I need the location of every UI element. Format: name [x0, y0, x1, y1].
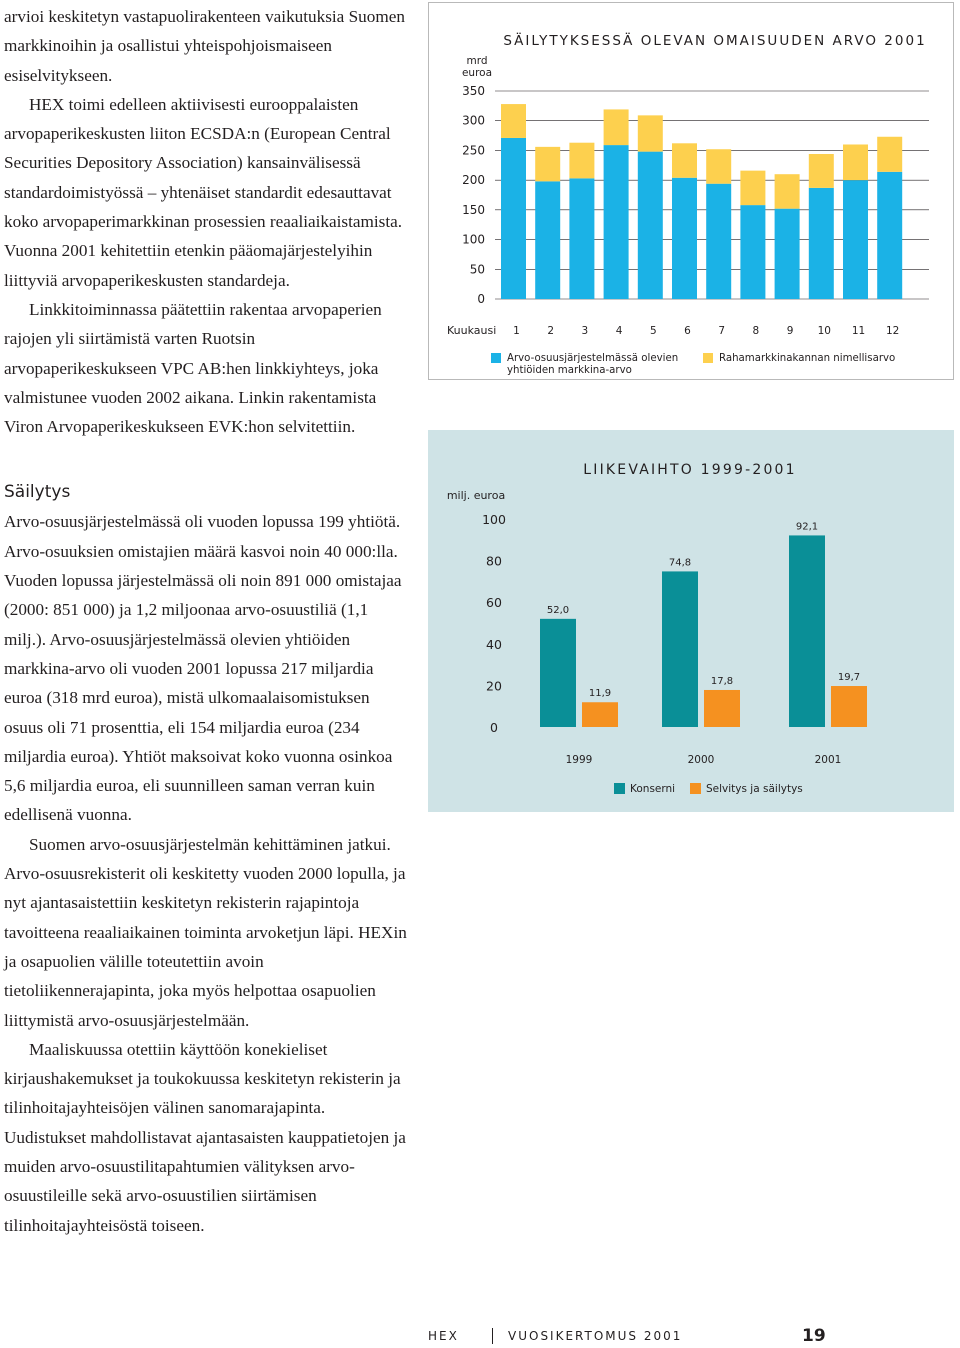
- bar: [789, 535, 825, 727]
- legend-label: Selvitys ja säilytys: [706, 783, 803, 795]
- paragraph: arvioi keskitetyn vastapuolirakenteen vaikutuksia Suomen markkinoihin ja osallistui yhteispohjoismaiseen esiselvitykseen.: [4, 7, 405, 85]
- data-label: 19,7: [837, 672, 861, 684]
- x-tick-label: 12: [886, 325, 900, 337]
- x-tick-label: 2000: [687, 754, 715, 766]
- y-tick-label: 100: [462, 232, 485, 247]
- legend-label: Arvo-osuusjärjestelmässä olevien yhtiöiden markkina-arvo: [507, 353, 679, 376]
- bar-segment: [569, 143, 594, 179]
- bar-segment: [535, 181, 560, 299]
- y-tick-label: 40: [486, 636, 502, 652]
- paragraph: Maaliskuussa otettiin käyttöön konekieliset kirjaushakemukset ja toukokuussa keskitetyn rekisterin ja tilinhoitajayhteisöjen välinen sanomarajapinta. Uudistukset mahdollistavat ajantasaisten kauppatietojen ja muiden arvo-osuustilitapahtumien välityksen arvo-osuustileille sekä arvo-osuustilien siirtämisen tilinhoitajayhteisöstä toiseen.: [4, 1039, 406, 1235]
- bar-segment: [809, 154, 834, 188]
- y-tick-label: 0: [490, 720, 498, 735]
- legend-label: Rahamarkkinakannan nimellisarvo: [719, 353, 896, 364]
- bar-segment: [775, 174, 800, 208]
- page-footer: [428, 1324, 828, 1348]
- y-tick-label: 200: [462, 173, 485, 188]
- y-tick-label: 0: [477, 292, 485, 306]
- x-axis-label: Kuukausi: [447, 324, 497, 337]
- paragraph: Linkkitoiminnassa päätettiin rakentaa arvopaperien rajojen yli siirtämistä varten Ruotsin arvopaperikeskukseen VPC AB:hen linkkiyhteys, joka valmistunee vuoden 2002 aikana. Linkin rakentamista Viron Arvopaperikeskukseen EVK:hon selvitettiin.: [4, 299, 382, 437]
- legend-swatch: [690, 783, 701, 794]
- bar: [704, 690, 740, 727]
- chart-title: LIIKEVAIHTO 1999-2001: [583, 462, 797, 478]
- x-tick-label: 2: [547, 325, 555, 337]
- y-axis-label: mrd euroa: [461, 55, 493, 79]
- paragraph: HEX toimi edelleen aktiivisesti eurooppalaisten arvopaperikeskusten liiton ECSDA:n (European Central Securities Depository Association) kansainvälisessä standardoimistyössä – yhtenäiset standardit edesauttavat koko arvopaperimarkkinan prosessien reaaliaikaistamista. Vuonna 2001 kehitettiin etenkin pääomajärjestelyihin liittyviä arvopaperikeskusten standardeja.: [4, 94, 403, 290]
- x-tick-label: 1999: [565, 754, 593, 766]
- bar-segment: [843, 144, 868, 180]
- storage-value-chart-svg: [429, 3, 953, 379]
- bar-segment: [672, 178, 697, 299]
- legend-swatch: [703, 353, 713, 363]
- chart-title: SÄILYTYKSESSÄ OLEVAN OMAISUUDEN ARVO 2001: [503, 33, 927, 49]
- y-axis-label: milj. euroa: [446, 489, 506, 502]
- legend-swatch: [614, 783, 625, 794]
- storage-value-chart: [428, 2, 954, 380]
- bar: [662, 571, 698, 727]
- x-tick-label: 7: [718, 325, 726, 337]
- bar-segment: [877, 137, 902, 172]
- x-tick-label: 9: [786, 325, 794, 337]
- bar: [582, 702, 618, 727]
- data-label: 17,8: [710, 675, 734, 687]
- data-label: 52,0: [546, 604, 570, 616]
- bar: [831, 686, 867, 727]
- x-tick-label: 4: [615, 325, 623, 337]
- bar-segment: [877, 172, 902, 299]
- bar-segment: [740, 171, 765, 205]
- data-label: 92,1: [795, 521, 819, 533]
- bar: [540, 619, 576, 727]
- bar-segment: [638, 152, 663, 299]
- y-tick-label: 300: [462, 113, 485, 128]
- y-tick-label: 250: [462, 143, 485, 158]
- bar-segment: [604, 109, 629, 145]
- legend-swatch: [491, 353, 501, 363]
- bar-segment: [706, 184, 731, 299]
- y-tick-label: 100: [482, 512, 506, 527]
- bar-segment: [535, 147, 560, 181]
- y-tick-label: 20: [486, 678, 502, 694]
- y-tick-label: 150: [462, 202, 485, 217]
- x-tick-label: 6: [684, 325, 691, 337]
- section-heading: Säilytys: [4, 482, 71, 503]
- y-tick-label: 80: [486, 553, 502, 569]
- revenue-chart: [428, 430, 954, 812]
- bar-segment: [569, 178, 594, 299]
- revenue-chart-svg: [428, 430, 954, 812]
- x-tick-label: 1: [513, 325, 520, 337]
- x-tick-label: 11: [851, 325, 866, 337]
- article-column: [4, 2, 408, 1240]
- footer-divider: [492, 1328, 493, 1344]
- bar-segment: [775, 209, 800, 299]
- paragraph: Arvo-osuusjärjestelmässä oli vuoden lopussa 199 yhtiötä. Arvo-osuuksien omistajien määrä kasvoi noin 40 000:lla. Vuoden lopussa järjestelmässä oli noin 891 000 omistajaa (2000: 851 000) ja 1,2 miljoonaa arvo-osuustiliä (1,1 milj.). Arvo-osuusjärjestelmässä olevien yhtiöiden markkina-arvo oli vuoden 2001 lopussa 217 miljardia euroa (318 mrd euroa), mistä ulkomaalaisomistuksen osuus oli 71 prosenttia, eli 154 miljardia euroa (234 miljardia euroa). Yhtiöt maksoivat koko vuonna osinkoa 5,6 miljardia euroa, eli suunnilleen saman verran kuin edellisenä vuonna.: [4, 512, 402, 825]
- paragraph: Suomen arvo-osuusjärjestelmän kehittäminen jatkui. Arvo-osuusrekisterit oli keskitetty vuoden 2000 lopulla, ja nyt ajantasaistettiin keskitetyn rekisterin rajapintoja tavoitteena reaaliaikainen toiminta arvoketjun läpi. HEXin ja osapuolien välille toteutettiin avoin tietoliikennerajapinta, joka myös helpottaa osapuolien liittymistä arvo-osuusjärjestelmään.: [4, 834, 407, 1030]
- bar-segment: [740, 205, 765, 299]
- bar-segment: [638, 115, 663, 151]
- x-tick-label: 10: [817, 325, 831, 337]
- data-label: 74,8: [668, 557, 692, 569]
- footer-report-title: VUOSIKERTOMUS 2001: [508, 1329, 683, 1343]
- legend-label: Konserni: [630, 783, 676, 795]
- x-tick-label: 5: [649, 325, 657, 337]
- y-tick-label: 60: [486, 595, 502, 611]
- y-tick-label: 50: [469, 262, 485, 277]
- x-tick-label: 8: [752, 325, 760, 337]
- bar-segment: [604, 145, 629, 299]
- bar-segment: [501, 104, 526, 138]
- x-tick-label: 2001: [814, 754, 842, 766]
- data-label: 11,9: [588, 688, 612, 700]
- bar-segment: [843, 180, 868, 299]
- page-number: 19: [802, 1326, 826, 1346]
- x-tick-label: 3: [581, 325, 589, 337]
- footer-brand: HEX: [428, 1329, 459, 1343]
- y-tick-label: 350: [462, 84, 485, 98]
- bar-segment: [809, 188, 834, 299]
- bar-segment: [672, 143, 697, 177]
- bar-segment: [706, 149, 731, 183]
- bar-segment: [501, 138, 526, 299]
